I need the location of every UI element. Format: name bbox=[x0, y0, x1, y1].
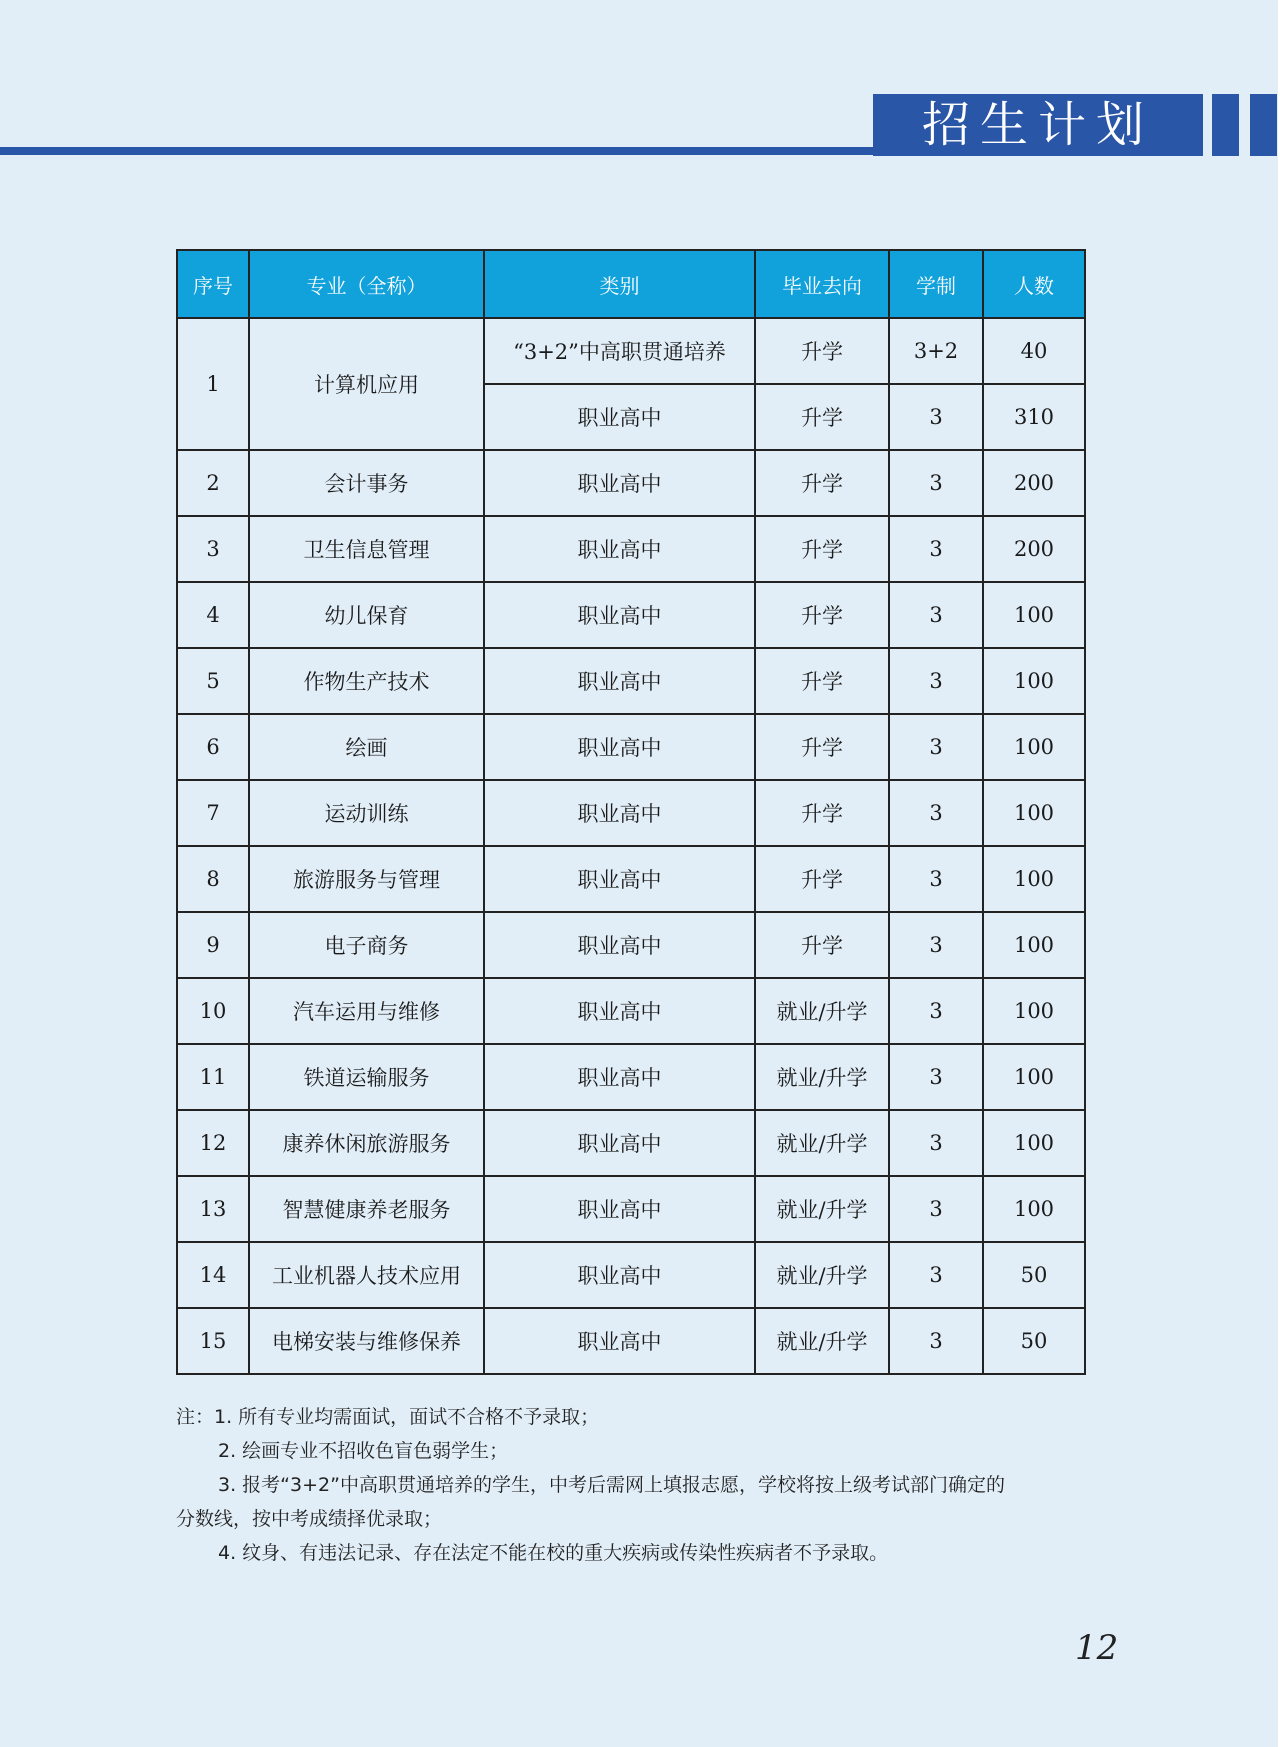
category-cell: 职业高中 bbox=[484, 450, 755, 516]
column-header: 专业（全称） bbox=[249, 250, 484, 318]
destination-cell: 升学 bbox=[755, 780, 889, 846]
destination-cell: 升学 bbox=[755, 648, 889, 714]
note-line: 4. 纹身、有违法记录、存在法定不能在校的重大疾病或传染性疾病者不予录取。 bbox=[218, 1542, 889, 1564]
row-number-cell: 14 bbox=[177, 1242, 249, 1308]
row-number-cell: 8 bbox=[177, 846, 249, 912]
category-cell: 职业高中 bbox=[484, 714, 755, 780]
destination-cell: 升学 bbox=[755, 318, 889, 384]
destination-cell: 就业/升学 bbox=[755, 1176, 889, 1242]
duration-cell: 3+2 bbox=[889, 318, 983, 384]
quota-cell: 50 bbox=[983, 1242, 1085, 1308]
destination-cell: 升学 bbox=[755, 516, 889, 582]
destination-cell: 升学 bbox=[755, 912, 889, 978]
table-row bbox=[177, 978, 1085, 1044]
table-row bbox=[177, 582, 1085, 648]
row-number-cell: 5 bbox=[177, 648, 249, 714]
row-number-cell: 11 bbox=[177, 1044, 249, 1110]
table-row bbox=[177, 846, 1085, 912]
major-cell: 运动训练 bbox=[249, 780, 484, 846]
category-cell: “3+2”中高职贯通培养 bbox=[484, 318, 755, 384]
table-row bbox=[177, 1176, 1085, 1242]
quota-cell: 100 bbox=[983, 912, 1085, 978]
major-cell: 电梯安装与维修保养 bbox=[249, 1308, 484, 1374]
destination-cell: 就业/升学 bbox=[755, 1110, 889, 1176]
quota-cell: 100 bbox=[983, 1176, 1085, 1242]
table-row bbox=[177, 1308, 1085, 1374]
category-cell: 职业高中 bbox=[484, 1110, 755, 1176]
category-cell: 职业高中 bbox=[484, 912, 755, 978]
major-cell: 绘画 bbox=[249, 714, 484, 780]
duration-cell: 3 bbox=[889, 780, 983, 846]
duration-cell: 3 bbox=[889, 1308, 983, 1374]
quota-cell: 100 bbox=[983, 780, 1085, 846]
duration-cell: 3 bbox=[889, 582, 983, 648]
quota-cell: 200 bbox=[983, 450, 1085, 516]
duration-cell: 3 bbox=[889, 1242, 983, 1308]
table-row bbox=[177, 516, 1085, 582]
duration-cell: 3 bbox=[889, 714, 983, 780]
row-number-cell: 7 bbox=[177, 780, 249, 846]
duration-cell: 3 bbox=[889, 912, 983, 978]
table-row bbox=[177, 318, 1085, 384]
duration-cell: 3 bbox=[889, 648, 983, 714]
note-line: 注：1. 所有专业均需面试，面试不合格不予录取； bbox=[176, 1406, 600, 1428]
major-cell: 智慧健康养老服务 bbox=[249, 1176, 484, 1242]
row-number-cell: 12 bbox=[177, 1110, 249, 1176]
row-number-cell: 3 bbox=[177, 516, 249, 582]
quota-cell: 100 bbox=[983, 978, 1085, 1044]
row-number-cell: 2 bbox=[177, 450, 249, 516]
category-cell: 职业高中 bbox=[484, 978, 755, 1044]
row-number-cell: 6 bbox=[177, 714, 249, 780]
duration-cell: 3 bbox=[889, 1110, 983, 1176]
title-accent-strip bbox=[1212, 94, 1239, 156]
major-cell: 工业机器人技术应用 bbox=[249, 1242, 484, 1308]
page-number: 12 bbox=[1075, 1628, 1119, 1668]
row-number-cell: 13 bbox=[177, 1176, 249, 1242]
table-row bbox=[177, 780, 1085, 846]
major-cell: 作物生产技术 bbox=[249, 648, 484, 714]
column-header: 类别 bbox=[484, 250, 755, 318]
table-header-row bbox=[177, 250, 1085, 318]
table-row bbox=[177, 450, 1085, 516]
destination-cell: 升学 bbox=[755, 714, 889, 780]
category-cell: 职业高中 bbox=[484, 1176, 755, 1242]
major-cell: 汽车运用与维修 bbox=[249, 978, 484, 1044]
table-body bbox=[177, 318, 1085, 1374]
destination-cell: 就业/升学 bbox=[755, 1308, 889, 1374]
note-line: 2. 绘画专业不招收色盲色弱学生； bbox=[218, 1440, 509, 1462]
quota-cell: 100 bbox=[983, 648, 1085, 714]
row-number-cell: 15 bbox=[177, 1308, 249, 1374]
header-rule bbox=[0, 147, 880, 155]
quota-cell: 100 bbox=[983, 582, 1085, 648]
notes bbox=[176, 1400, 1096, 1570]
row-number-cell: 9 bbox=[177, 912, 249, 978]
title-accent-strip bbox=[1250, 94, 1277, 156]
column-header: 毕业去向 bbox=[755, 250, 889, 318]
row-number-cell: 10 bbox=[177, 978, 249, 1044]
note-line: 分数线，按中考成绩择优录取； bbox=[176, 1508, 443, 1530]
section-title: 招生计划 bbox=[873, 94, 1203, 156]
major-cell: 计算机应用 bbox=[249, 318, 484, 450]
category-cell: 职业高中 bbox=[484, 648, 755, 714]
table-row bbox=[177, 648, 1085, 714]
duration-cell: 3 bbox=[889, 450, 983, 516]
note-line: 3. 报考“3+2”中高职贯通培养的学生，中考后需网上填报志愿，学校将按上级考试部门确定的 bbox=[218, 1474, 1005, 1496]
column-header: 序号 bbox=[177, 250, 249, 318]
category-cell: 职业高中 bbox=[484, 516, 755, 582]
major-cell: 卫生信息管理 bbox=[249, 516, 484, 582]
quota-cell: 200 bbox=[983, 516, 1085, 582]
major-cell: 幼儿保育 bbox=[249, 582, 484, 648]
quota-cell: 40 bbox=[983, 318, 1085, 384]
quota-cell: 310 bbox=[983, 384, 1085, 450]
duration-cell: 3 bbox=[889, 846, 983, 912]
category-cell: 职业高中 bbox=[484, 780, 755, 846]
quota-cell: 100 bbox=[983, 1044, 1085, 1110]
destination-cell: 就业/升学 bbox=[755, 1242, 889, 1308]
column-header: 人数 bbox=[983, 250, 1085, 318]
category-cell: 职业高中 bbox=[484, 1044, 755, 1110]
duration-cell: 3 bbox=[889, 1176, 983, 1242]
category-cell: 职业高中 bbox=[484, 1308, 755, 1374]
category-cell: 职业高中 bbox=[484, 1242, 755, 1308]
quota-cell: 100 bbox=[983, 1110, 1085, 1176]
destination-cell: 升学 bbox=[755, 450, 889, 516]
table-row bbox=[177, 714, 1085, 780]
duration-cell: 3 bbox=[889, 384, 983, 450]
quota-cell: 100 bbox=[983, 714, 1085, 780]
table-row bbox=[177, 1044, 1085, 1110]
enrollment-plan-table bbox=[176, 249, 1086, 1375]
quota-cell: 50 bbox=[983, 1308, 1085, 1374]
destination-cell: 升学 bbox=[755, 384, 889, 450]
destination-cell: 升学 bbox=[755, 582, 889, 648]
duration-cell: 3 bbox=[889, 516, 983, 582]
column-header: 学制 bbox=[889, 250, 983, 318]
category-cell: 职业高中 bbox=[484, 846, 755, 912]
row-number-cell: 4 bbox=[177, 582, 249, 648]
destination-cell: 升学 bbox=[755, 846, 889, 912]
table-row bbox=[177, 912, 1085, 978]
table-row bbox=[177, 1242, 1085, 1308]
major-cell: 旅游服务与管理 bbox=[249, 846, 484, 912]
duration-cell: 3 bbox=[889, 1044, 983, 1110]
destination-cell: 就业/升学 bbox=[755, 978, 889, 1044]
duration-cell: 3 bbox=[889, 978, 983, 1044]
destination-cell: 就业/升学 bbox=[755, 1044, 889, 1110]
category-cell: 职业高中 bbox=[484, 582, 755, 648]
major-cell: 铁道运输服务 bbox=[249, 1044, 484, 1110]
table-row bbox=[177, 1110, 1085, 1176]
major-cell: 康养休闲旅游服务 bbox=[249, 1110, 484, 1176]
category-cell: 职业高中 bbox=[484, 384, 755, 450]
row-number-cell: 1 bbox=[177, 318, 249, 450]
quota-cell: 100 bbox=[983, 846, 1085, 912]
major-cell: 电子商务 bbox=[249, 912, 484, 978]
major-cell: 会计事务 bbox=[249, 450, 484, 516]
